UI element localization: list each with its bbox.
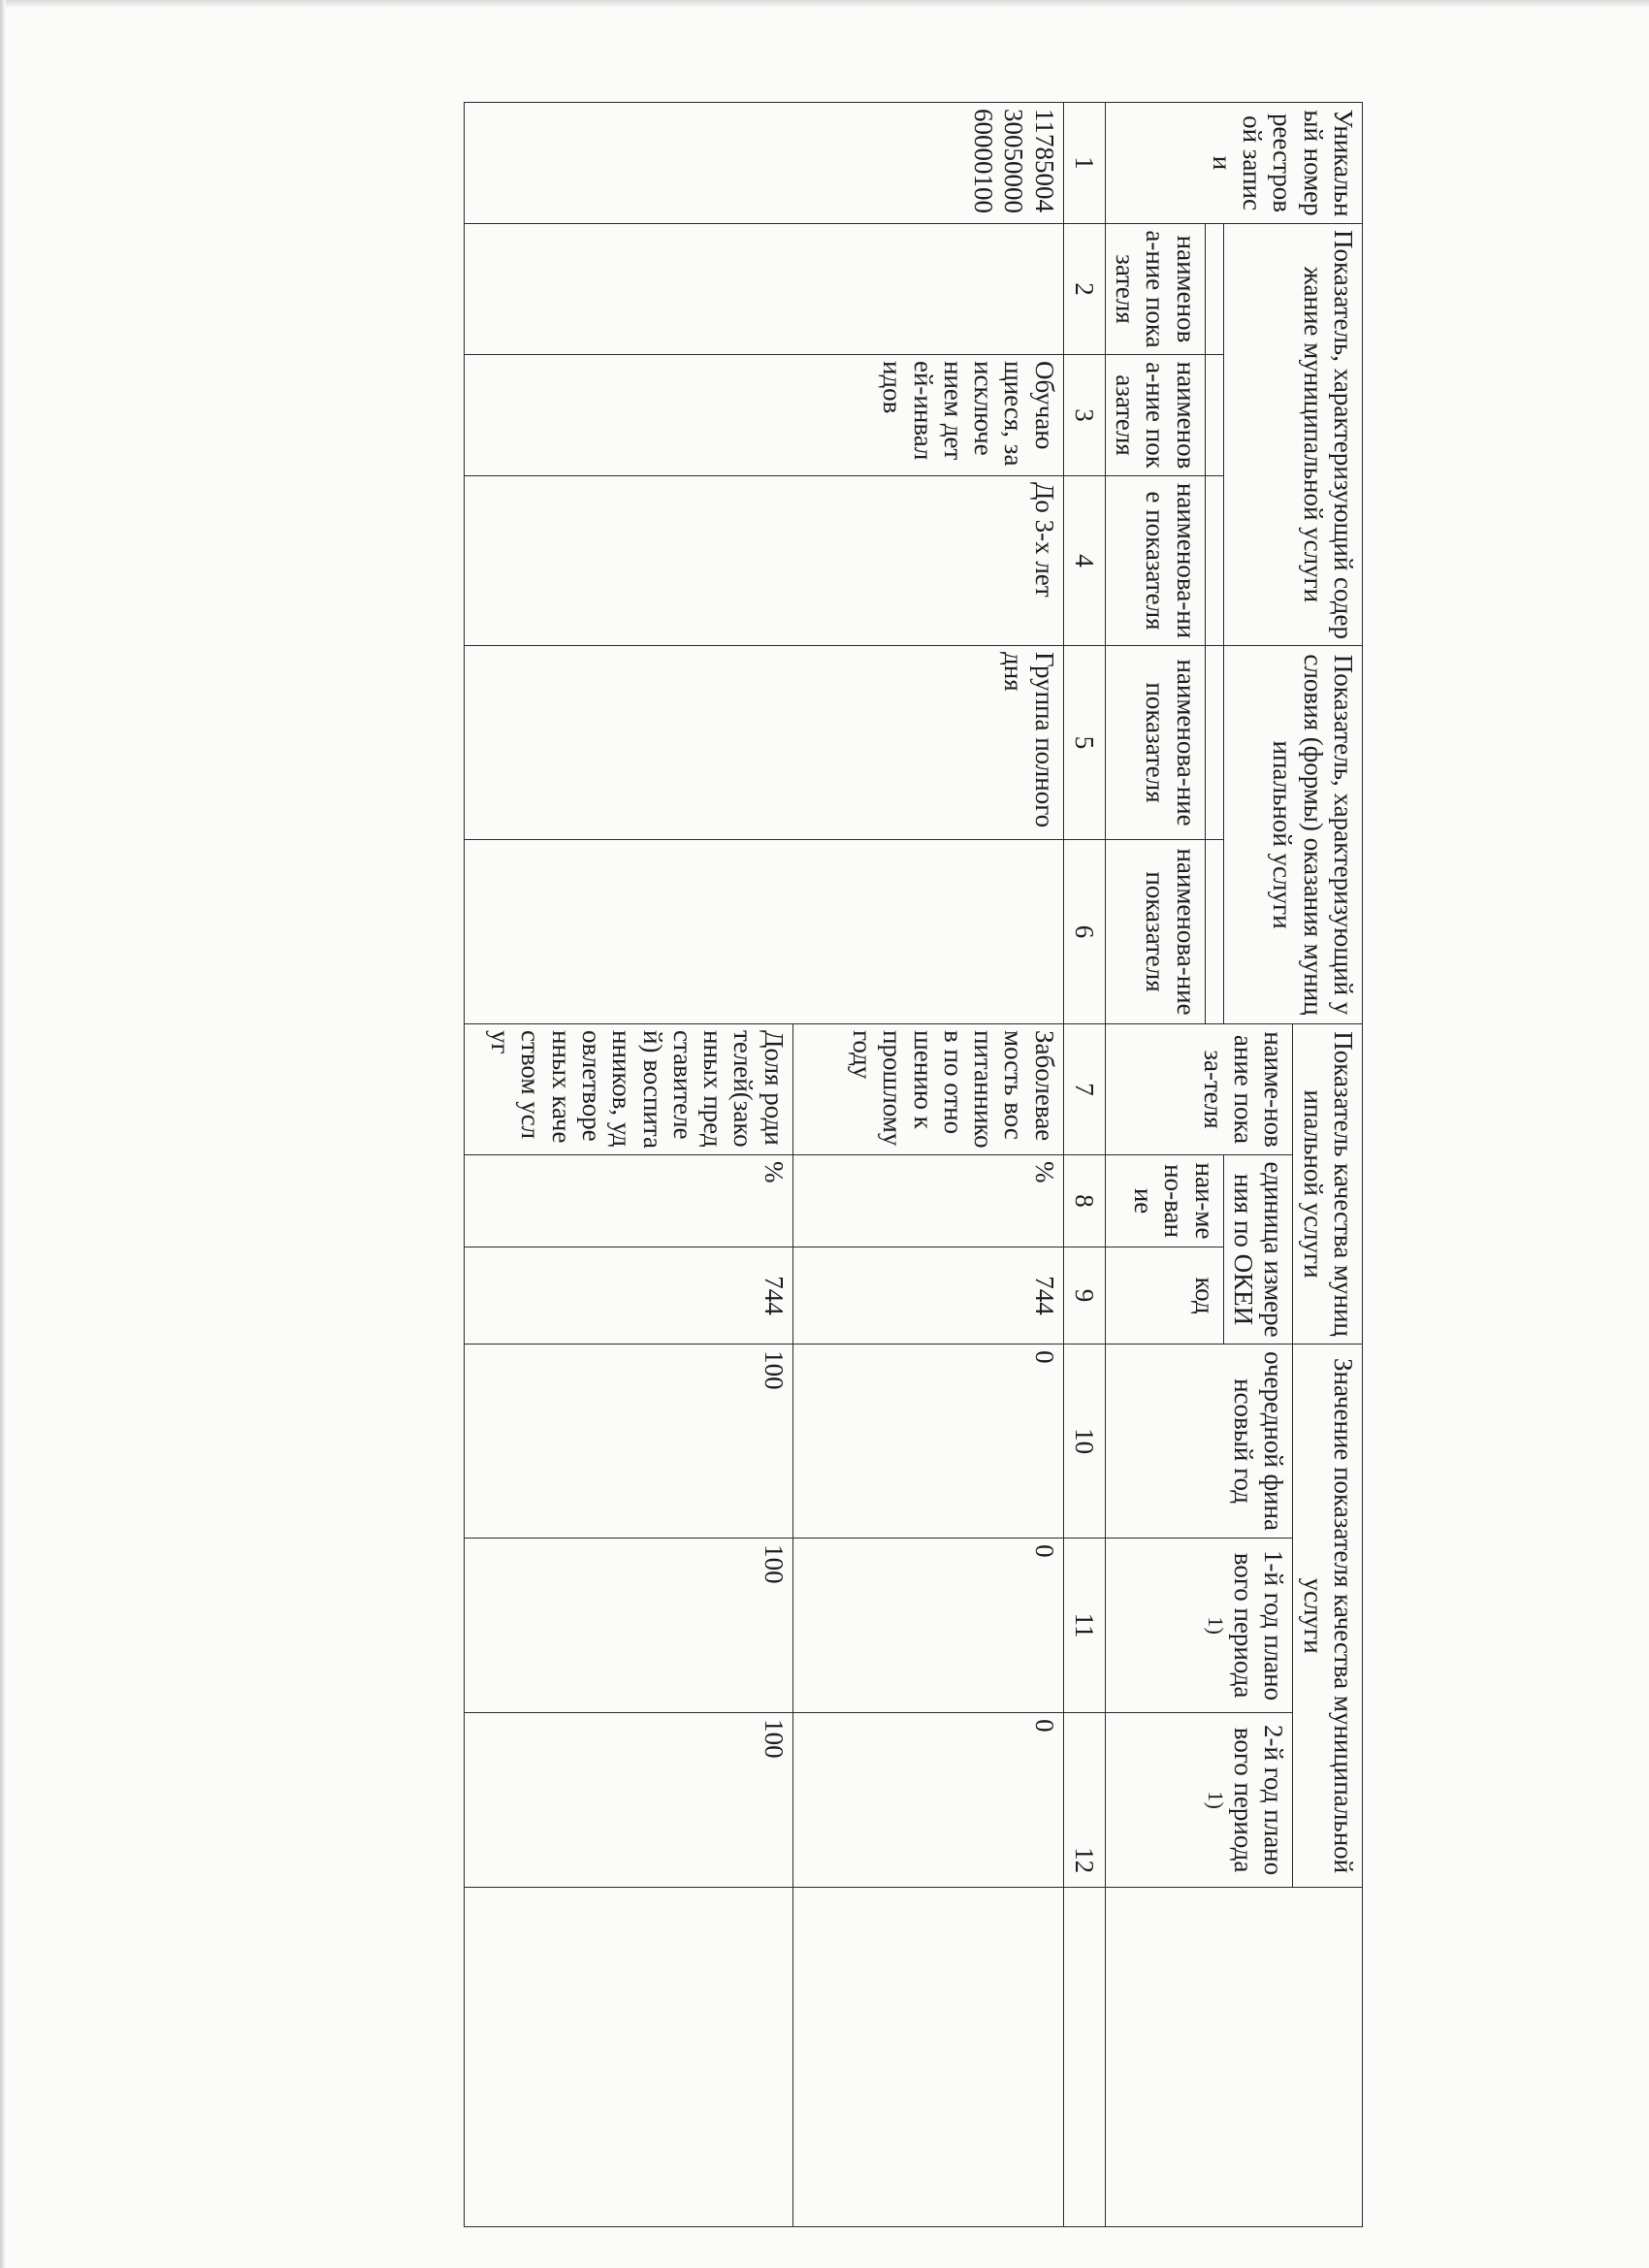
plan-year-1-label: 1-й год планового периода	[1229, 1549, 1289, 1701]
quality-indicator-name: Доля родителей(законных представителей) воспитанников, удовлетворенных качеством услуг	[464, 1024, 792, 1155]
value-plan-year-1: 0	[792, 1539, 1063, 1713]
unit-code: 744	[792, 1247, 1063, 1345]
header-content-group: Показатель, характеризующий содержание муниципальной услуги	[1223, 224, 1362, 646]
column-number: 9	[1063, 1247, 1105, 1345]
blank-cell	[792, 1888, 1063, 2227]
header-next-year: очередной финансовый год	[1105, 1345, 1293, 1539]
content-col4: До 3-х лет	[464, 476, 1063, 646]
column-number: 3	[1063, 355, 1105, 476]
unit-name: %	[464, 1155, 792, 1247]
conditions-col5: Группа полного дня	[464, 646, 1063, 840]
header-value-group: Значение показателя качества муниципальной услуги	[1293, 1345, 1363, 1888]
content-col3: Обучающиеся, за исключением детей-инвалидов	[464, 355, 1063, 476]
header-unique-number: Уникальный номер реестровой записи	[1105, 103, 1362, 224]
header-plan-year-1	[1105, 1539, 1293, 1713]
header-gap-2	[1205, 224, 1223, 355]
column-number: 6	[1063, 840, 1105, 1024]
header-gap-5	[1205, 646, 1223, 840]
header-gap-6	[1205, 840, 1223, 1024]
header-unit-name: наи-мено-вание	[1105, 1155, 1223, 1247]
column-number: 1	[1063, 103, 1105, 224]
registry-number: 117850043005000060000100	[464, 103, 1063, 224]
content-col2	[464, 224, 1063, 355]
quality-indicators-table	[464, 102, 1363, 2227]
column-number: 10	[1063, 1345, 1105, 1539]
value-plan-year-1: 100	[464, 1539, 792, 1713]
header-gap-3	[1205, 355, 1223, 476]
header-conditions-group: Показатель, характеризующий условия (формы) оказания муниципальной услуги	[1223, 646, 1362, 1024]
column-number: 5	[1063, 646, 1105, 840]
value-plan-year-2: 100	[464, 1713, 792, 1888]
header-indicator-name-4: наименова-ние показателя	[1105, 476, 1205, 646]
header-unit-okei: единица измерения по ОКЕИ	[1223, 1155, 1293, 1345]
quality-indicator-name: Заболеваемость воспитанников по отношению к прошлому году	[792, 1024, 1063, 1155]
header-unit-code: код	[1105, 1247, 1223, 1345]
unit-name: %	[792, 1155, 1063, 1247]
column-number: 7	[1063, 1024, 1105, 1155]
column-number: 4	[1063, 476, 1105, 646]
header-plan-year-2	[1105, 1713, 1293, 1888]
column-number: 11	[1063, 1539, 1105, 1713]
column-number: 8	[1063, 1155, 1105, 1247]
header-indicator-name-2: наименова-ние показателя	[1105, 224, 1205, 355]
blank-cell	[464, 1888, 792, 2227]
header-blank-cell	[1105, 1888, 1362, 2227]
column-number: 12	[1063, 1713, 1105, 1888]
header-gap-4	[1205, 476, 1223, 646]
header-indicator-name-3: наименова-ние показателя	[1105, 355, 1205, 476]
value-next-year: 0	[792, 1345, 1063, 1539]
header-row-1	[1293, 103, 1363, 2227]
conditions-col6	[464, 840, 1063, 1024]
footnote-mark-2: 1)	[1203, 1791, 1228, 1809]
column-number-blank	[1063, 1888, 1105, 2227]
value-next-year: 100	[464, 1345, 792, 1539]
column-number-row	[1063, 103, 1105, 2227]
data-row-1	[792, 103, 1063, 2227]
scan-left-edge	[0, 0, 6, 2268]
plan-year-2-label: 2-й год планового периода	[1229, 1724, 1289, 1876]
header-indicator-name-6: наименова-ние показателя	[1105, 840, 1205, 1024]
scan-top-edge	[0, 0, 1649, 8]
column-number: 2	[1063, 224, 1105, 355]
header-quality-indicator-name: наиме-нование показа-теля	[1105, 1024, 1293, 1155]
footnote-mark-1: 1)	[1203, 1616, 1228, 1635]
value-plan-year-2: 0	[792, 1713, 1063, 1888]
header-indicator-name-5: наименова-ние показателя	[1105, 646, 1205, 840]
rotated-table-wrapper	[247, 102, 1363, 2139]
unit-code: 744	[464, 1247, 792, 1345]
header-quality-group: Показатель качества муниципальной услуги	[1293, 1024, 1363, 1345]
